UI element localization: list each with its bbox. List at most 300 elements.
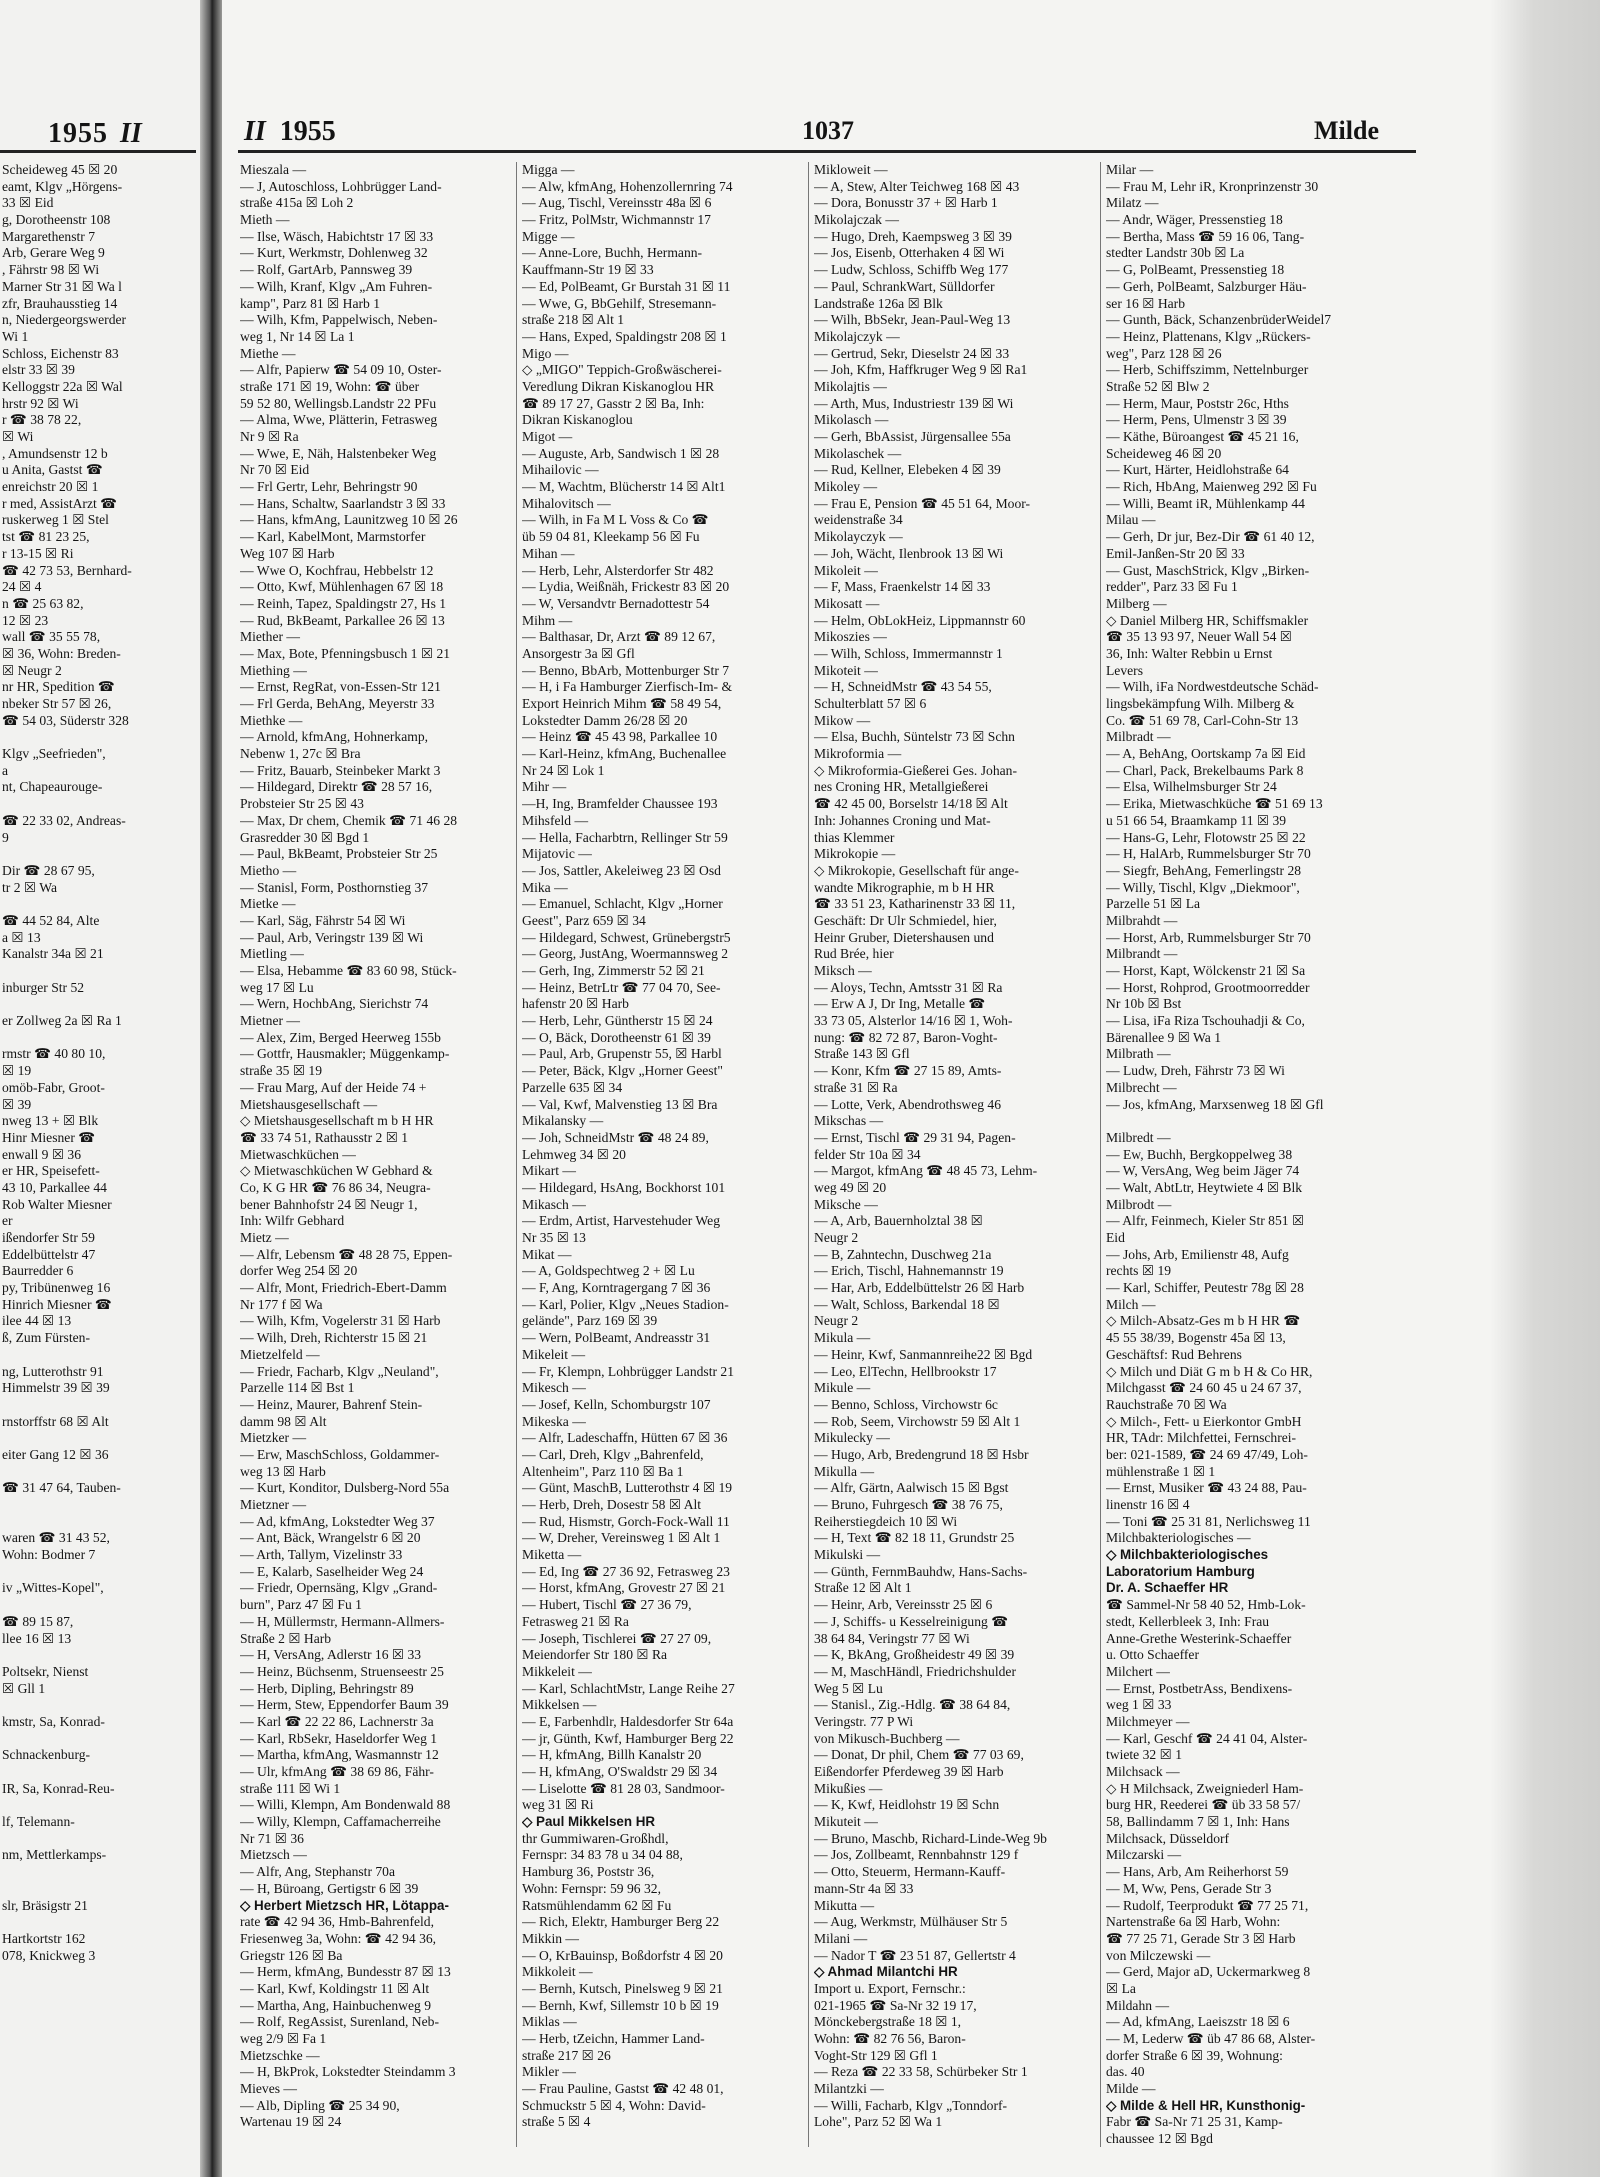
directory-entry-line: Milbrahdt — [1106,912,1178,928]
directory-entry-line [2,1347,196,1364]
directory-entry-line: — Heinr, Arb, Vereinsstr 25 ☒ 6 [814,1597,993,1613]
directory-entry-line: ☒ Wi [2,429,34,444]
directory-entry-line: — Willi, Beamt iR, Mühlenkamp 44 [1106,495,1305,511]
directory-entry-line: — Alfr, Gärtn, Aalwisch 15 ☒ Bgst [814,1480,1009,1496]
column-divider [516,162,517,2147]
directory-entry-line: — Karl-Heinz, kfmAng, Buchenallee [522,746,727,762]
directory-entry-line: ◇ Milch und Diät G m b H & Co HR, [1106,1363,1313,1379]
directory-entry-line: Wi 1 [2,328,29,344]
directory-entry-line: ◇ Milchbakteriologisches [1106,1547,1269,1563]
directory-entry-line: Mikolayczyk — [814,529,903,545]
directory-entry-line: Schmuckstr 5 ☒ 4, Wohn: David- [522,2097,706,2113]
directory-entry-line: er HR, Speisefett- [2,1163,100,1179]
left-page-column [2,162,196,1964]
directory-entry-line [2,1697,196,1714]
directory-entry-line: Altenheim", Parz 110 ☒ Ba 1 [522,1463,684,1479]
directory-entry-line: Mijatovic — [522,846,592,862]
directory-entry-line: — Toni ☎ 25 31 81, Nerlichsweg 11 [1106,1513,1311,1529]
directory-entry-line: — Heinz, BetrLtr ☎ 77 04 70, See- [522,979,721,995]
directory-entry-line: Milbradt — [1106,729,1171,745]
directory-entry-line: — Bernh, Kwf, Sillemstr 10 b ☒ 19 [522,1997,719,2013]
directory-entry-line [2,1397,196,1414]
directory-entry-line: — Erw, MaschSchloss, Goldammer- [240,1446,440,1462]
directory-entry-line: —H, Ing, Bramfelder Chaussee 193 [522,796,718,812]
directory-entry-line: Straße 52 ☒ Blw 2 [1106,378,1210,394]
directory-entry-line [2,1497,196,1514]
directory-column-3 [814,162,1096,2131]
directory-entry-line: — Wwe, G, BbGehilf, Stresemann- [522,295,717,311]
directory-entry-line: ◇ Mikrokopie, Gesellschaft für ange- [814,862,1019,878]
directory-entry-line: — Alw, kfmAng, Hohenzollernring 74 [522,178,733,194]
directory-entry-line: — W, Dreher, Vereinsweg 1 ☒ Alt 1 [522,1530,721,1546]
directory-entry-line: Mikolasch — [814,412,889,428]
directory-entry-line: Arb, Gerare Weg 9 [2,245,105,261]
directory-entry-line: — Alfr, Papierw ☎ 54 09 10, Oster- [240,362,442,378]
directory-entry-line: Mietz — [240,1230,289,1245]
directory-entry-line: ◇ Milde & Hell HR, Kunsthonig- [1106,2097,1306,2113]
directory-entry-line: ☎ 42 73 53, Bernhard- [2,562,132,578]
directory-entry-line: g, Dorotheenstr 108 [2,212,111,228]
directory-entry-line: — Ludw, Dreh, Fährstr 73 ☒ Wi [1106,1063,1285,1079]
directory-entry-line: — Joseph, Tischlerei ☎ 27 27 09, [522,1630,712,1646]
directory-entry-line: Mietzner — [240,1497,307,1512]
directory-entry-line: waren ☎ 31 43 52, [2,1530,110,1546]
page-edge-shadow [1490,0,1600,2177]
directory-entry-line: ☎ Sammel-Nr 58 40 52, Hmb-Lok- [1106,1597,1306,1613]
directory-entry-line: — Rolf, RegAssist, Surenland, Neb- [240,2014,439,2030]
directory-entry-line: Miketta — [522,1547,582,1563]
directory-entry-line: 38 64 84, Veringstr 77 ☒ Wi [814,1630,970,1646]
directory-entry-line: das. 40 [1106,2064,1145,2080]
directory-entry-line: — Horst, Kapt, Wölckenstr 21 ☒ Sa [1106,963,1306,978]
directory-entry-line: — Willy, Klempn, Caffamacherreihe [240,1814,441,1830]
directory-entry-line: Mikoszies — [814,629,887,645]
directory-entry-line: Ansorgestr 3a ☒ Gfl [522,645,635,661]
directory-entry-line: — Karl, Schiffer, Peutestr 78g ☒ 28 [1106,1280,1304,1296]
directory-entry-line: — Gottfr, Hausmakler; Müggenkamp- [240,1046,450,1062]
directory-entry-line: weg 17 ☒ Lu [240,979,314,995]
directory-entry-line: — Donat, Dr phil, Chem ☎ 77 03 69, [814,1747,1024,1763]
directory-entry-line: ☎ 77 25 71, Gerade Str 3 ☒ Harb [1106,1930,1296,1946]
directory-entry-line: — Hubert, Tischl ☎ 27 36 79, [522,1597,692,1613]
directory-entry-line: omöb-Fabr, Groot- [2,1079,105,1095]
directory-entry-line: weg 31 ☒ Ri [522,1797,594,1813]
directory-entry-line: Miething — [240,662,307,678]
directory-entry-line: Hamburg 36, Poststr 36, [522,1864,655,1880]
directory-entry-line: Mikow — [814,712,871,728]
directory-entry-line: — Konr, Kfm ☎ 27 15 89, Amts- [814,1063,1002,1079]
directory-entry-line: — W, VersAng, Weg beim Jäger 74 [1106,1163,1300,1179]
directory-entry-line: — Ad, kfmAng, Lokstedter Weg 37 [240,1513,435,1529]
directory-entry-line: — Peter, Bäck, Klgv „Horner Geest" [522,1063,723,1079]
directory-entry-line: Wohn: Bodmer 7 [2,1547,96,1563]
directory-column-1 [240,162,512,2131]
directory-entry-line: — Ant, Bäck, Wrangelstr 6 ☒ 20 [240,1530,421,1546]
directory-entry-line [2,796,196,813]
directory-entry-line [2,1464,196,1481]
directory-entry-line: — K, BkAng, Großheidestr 49 ☒ 39 [814,1647,1015,1663]
directory-entry-line: Baurredder 6 [2,1263,74,1279]
directory-entry-line: Milantzki — [814,2081,884,2097]
directory-entry-line: — Georg, JustAng, Woermannsweg 2 [522,946,729,962]
directory-entry-line: Mikeleit — [522,1346,586,1362]
directory-entry-line: — Karl, Geschf ☎ 24 41 04, Alster- [1106,1730,1308,1746]
directory-entry-line: thr Gummiwaren-Großhdl, [522,1830,669,1846]
directory-entry-line: — Paul, SchrankWart, Sülldorfer [814,278,995,294]
directory-entry-line: — Stanisl, Form, Posthornstieg 37 [240,879,429,895]
directory-entry-line: r ☎ 38 78 22, [2,412,82,428]
directory-entry-line: — Gust, MaschStrick, Klgv „Birken- [1106,562,1310,578]
directory-entry-line: — Wilh, Schloss, Immermannstr 1 [814,645,1003,661]
directory-entry-line: — Bruno, Maschb, Richard-Linde-Weg 9b [814,1830,1047,1846]
directory-entry-line: Fabr ☎ Sa-Nr 71 25 31, Kamp- [1106,2114,1283,2130]
directory-entry-line: Kauffmann-Str 19 ☒ 33 [522,262,654,278]
directory-entry-line: — Paul, BkBeamt, Probsteier Str 25 [240,846,438,862]
directory-entry-line: Co, K G HR ☎ 76 86 34, Neugra- [240,1179,431,1195]
directory-entry-line: nung: ☎ 82 72 87, Baron-Voght- [814,1029,998,1045]
directory-entry-line: dorfer Straße 6 ☒ 39, Wohnung: [1106,2047,1283,2063]
directory-entry-line: Wohn: ☎ 82 76 56, Baron- [814,2031,966,2046]
directory-entry-line: — Willy, Tischl, Klgv „Diekmoor", [1106,879,1300,895]
directory-entry-line: — Heinz ☎ 45 43 98, Parkallee 10 [522,729,718,745]
directory-entry-line: — H, BkProk, Lokstedter Steindamm 3 [240,2064,456,2080]
directory-entry-line: — Rud, Hismstr, Gorch-Fock-Wall 11 [522,1513,730,1529]
directory-entry-line: — Alfr, Mont, Friedrich-Ebert-Damm [240,1280,447,1296]
directory-entry-line: ☒ 39 [2,1096,32,1112]
directory-entry-line: Mildahn — [1106,1997,1170,2013]
directory-entry-line: Wartenau 19 ☒ 24 [240,2114,342,2130]
directory-entry-line: Mika — [522,879,568,895]
directory-entry-line: Weg 107 ☒ Harb [240,545,335,561]
directory-entry-line: Mikart — [522,1163,576,1179]
directory-entry-line: Scheideweg 46 ☒ 20 [1106,445,1222,461]
directory-entry-line: — Bruno, Fuhrgesch ☎ 38 76 75, [814,1497,1003,1512]
directory-entry-line: Mikußies — [814,1780,883,1796]
directory-entry-line: Nr 177 f ☒ Wa [240,1296,323,1312]
directory-entry-line: — Wilh, Kranf, Klgv „Am Fuhren- [240,278,433,294]
directory-entry-line: — Ernst, PostbetrAss, Bendixens- [1106,1680,1293,1696]
directory-entry-line: — Joh, Kfm, Haffkruger Weg 9 ☒ Ra1 [814,362,1028,378]
directory-entry-line: Veringstr. 77 P Wi [814,1713,914,1729]
directory-entry-line: — Frau Marg, Auf der Heide 74 + [240,1079,427,1095]
directory-entry-line: Mikschas — [814,1113,884,1129]
directory-entry-line: — Wilh, BbSekr, Jean-Paul-Weg 13 [814,312,1011,328]
directory-entry-line [2,1514,196,1531]
directory-entry-line: — Friedr, Opernsäng, Klgv „Grand- [240,1580,438,1596]
directory-entry-line: Mikasch — [522,1196,586,1212]
directory-entry-line: rmstr ☎ 40 80 10, [2,1046,106,1062]
directory-entry-line: Milchbakteriologisches — [1106,1530,1251,1546]
directory-entry-line: weg 49 ☒ 20 [814,1179,887,1195]
directory-entry-line: — Gerh, BbAssist, Jürgensallee 55a [814,429,1011,444]
directory-entry-line: Dir ☎ 28 67 95, [2,862,95,878]
directory-entry-line: Mikkin — [522,1930,580,1946]
directory-entry-line: — Elsa, Buchh, Süntelstr 73 ☒ Schn [814,729,1015,745]
directory-entry-line: — M, MaschHändl, Friedrichshulder [814,1663,1016,1679]
directory-entry-line: Mikloweit — [814,162,888,177]
directory-entry-line: Milbrath — [1106,1046,1171,1062]
directory-entry-line: Lohe", Parz 52 ☒ Wa 1 [814,2114,943,2130]
directory-entry-line [2,1764,196,1781]
directory-entry-line: — Walt, Schloss, Barkendal 18 ☒ [814,1296,1000,1312]
left-page-year: 1955 [48,118,108,149]
directory-entry-line: Marner Str 31 ☒ Wa l [2,278,122,294]
directory-entry-line: Mikalansky — [522,1113,604,1129]
directory-entry-line: ◇ Mikroformia-Gießerei Ges. Johan- [814,762,1017,778]
directory-entry-line: felder Str 10a ☒ 34 [814,1146,921,1162]
directory-entry-line: n ☎ 25 63 82, [2,595,84,611]
directory-entry-line: Milatz — [1106,195,1159,211]
directory-entry-line: — Ew, Buchh, Bergkoppelweg 38 [1106,1146,1293,1162]
directory-entry-line: — M, Ww, Pens, Gerade Str 3 [1106,1880,1272,1896]
left-page-volume: II [120,118,142,149]
directory-entry-line: ng, Lutterothstr 91 [2,1363,104,1379]
directory-entry-line: — Willi, Facharb, Klgv „Tonndorf- [814,2097,1008,2113]
directory-entry-line: hafenstr 20 ☒ Harb [522,996,629,1012]
directory-entry-line: — K, Kwf, Heidlohstr 19 ☒ Schn [814,1797,1000,1813]
directory-entry-line: zfr, Brauhausstieg 14 [2,295,118,311]
directory-entry-line: weg 2/9 ☒ Fa 1 [240,2031,327,2046]
header-rule [238,150,1416,153]
directory-entry-line: — Herm, Pens, Ulmenstr 3 ☒ 39 [1106,412,1287,428]
directory-entry-line: Mihsfeld — [522,812,589,828]
directory-entry-line: — Gerh, Ing, Zimmerstr 52 ☒ 21 [522,963,705,978]
directory-entry-line: Emil-Janßen-Str 20 ☒ 33 [1106,545,1245,561]
directory-entry-line: ◇ Paul Mikkelsen HR [522,1814,656,1830]
directory-entry-line: — Erich, Tischl, Hahnemannstr 19 [814,1263,1004,1279]
directory-entry-line: Straße 2 ☒ Harb [240,1630,332,1646]
directory-entry-line: — Rob, Seem, Virchowstr 59 ☒ Alt 1 [814,1413,1021,1429]
directory-entry-line: tr 2 ☒ Wa [2,879,58,895]
directory-entry-line: Nr 24 ☒ Lok 1 [522,762,605,778]
directory-entry-line: wall ☎ 35 55 78, [2,629,101,645]
directory-entry-line: Mihailovic — [522,462,599,478]
directory-entry-line: — Wwe O, Kochfrau, Hebbelstr 12 [240,562,434,578]
directory-entry-line: Himmelstr 39 ☒ 39 [2,1380,110,1396]
directory-entry-line: ☎ 31 47 64, Tauben- [2,1480,121,1496]
directory-entry-line: — Carl, Dreh, Klgv „Bahrenfeld, [522,1446,704,1462]
directory-entry-line: — Ed, Ing ☎ 27 36 92, Fetrasweg 23 [522,1563,730,1579]
directory-entry-line: — Balthasar, Dr, Arzt ☎ 89 12 67, [522,629,716,645]
directory-entry-line: rnstorffstr 68 ☒ Alt [2,1413,109,1429]
directory-entry-line: Migot — [522,429,573,444]
directory-entry-line: Nr 10b ☒ Bst [1106,996,1182,1012]
directory-entry-line: — Liselotte ☎ 81 28 03, Sandmoor- [522,1780,725,1796]
directory-entry-line: — Heinz, Büchsenm, Struenseestr 25 [240,1663,444,1679]
directory-entry-line: — Ludw, Schloss, Schiffb Weg 177 [814,262,1009,278]
directory-entry-line: — F, Mass, Fraenkelstr 14 ☒ 33 [814,579,991,595]
directory-entry-line: Eddelbüttelstr 47 [2,1246,96,1262]
directory-entry-line: — Kurt, Werkmstr, Dohlenweg 32 [240,245,428,261]
directory-entry-line: u. Otto Schaeffer [1106,1647,1199,1663]
directory-entry-line: Migge — [522,228,575,244]
directory-entry-line: Mietshausgesellschaft — [240,1096,378,1112]
directory-entry-line: — Herb, tZeichn, Hammer Land- [522,2031,705,2046]
directory-entry-line: u Anita, Gastst ☎ [2,462,103,478]
directory-entry-line: — Max, Dr chem, Chemik ☎ 71 46 28 [240,812,458,828]
directory-entry-line: — Benno, Schloss, Virchowstr 6c [814,1396,998,1412]
directory-entry-line: Mihr — [522,779,567,795]
directory-entry-line: — H, Müllermstr, Hermann-Allmers- [240,1613,445,1629]
directory-entry-line: Fetrasweg 21 ☒ Ra [522,1613,629,1629]
directory-entry-line: — Margot, kfmAng ☎ 48 45 73, Lehm- [814,1163,1038,1179]
directory-entry-line: — O, Bäck, Dorotheenstr 61 ☒ 39 [522,1029,711,1045]
directory-entry-line: chaussee 12 ☒ Bgd [1106,2131,1213,2147]
directory-entry-line: 021-1965 ☎ Sa-Nr 32 19 17, [814,1997,977,2013]
directory-entry-line: ☒ 36, Wohn: Breden- [2,645,121,661]
directory-entry-line: 45 55 38/39, Bogenstr 45a ☒ 13, [1106,1330,1286,1346]
directory-entry-line: Migo — [522,345,569,361]
directory-entry-line: Veredlung Dikran Kiskanoglou HR [522,378,715,394]
directory-entry-line [2,996,196,1013]
directory-entry-line: — Horst, kfmAng, Grovestr 27 ☒ 21 [522,1580,726,1596]
directory-entry-line: Miksch — [814,963,872,978]
directory-entry-line: py, Tribünenweg 16 [2,1280,111,1296]
directory-entry-line: Mönckebergstraße 18 ☒ 1, [814,2014,962,2030]
directory-entry-line: ☎ 22 33 02, Andreas- [2,812,126,828]
directory-entry-line: Mieth — [240,212,290,228]
directory-entry-line: — Karl, KabelMont, Marmstorfer [240,529,426,545]
directory-entry-line: Dikran Kiskanoglou [522,412,633,428]
directory-entry-line: stedt, Kellerbleek 3, Inh: Frau [1106,1613,1270,1629]
directory-entry-line: — M, Wachtm, Blücherstr 14 ☒ Alt1 [522,479,726,495]
directory-entry-line: thias Klemmer [814,829,895,845]
directory-entry-line: mühlenstraße 1 ☒ 1 [1106,1463,1216,1479]
directory-entry-line: — Horst, Rohprod, Grootmoorredder [1106,979,1310,995]
directory-entry-line: — Herb, Dipling, Behringstr 89 [240,1680,414,1696]
directory-entry-line: inburger Str 52 [2,979,85,995]
directory-entry-line: Griegstr 126 ☒ Ba [240,1947,343,1963]
directory-entry-line: Rud Brée, hier [814,946,894,962]
directory-entry-line: — Frl Gerda, BehAng, Meyerstr 33 [240,696,435,711]
directory-entry-line: Import u. Export, Fernschr.: [814,1980,966,1996]
directory-entry-line: — Herb, Lehr, Güntherstr 15 ☒ 24 [522,1013,713,1029]
directory-entry-line: — Charl, Pack, Brekelbaums Park 8 [1106,762,1304,778]
directory-entry-line: — M, Lederw ☎ üb 47 86 68, Alster- [1106,2031,1316,2046]
directory-entry-line: Mikolajczak — [814,212,899,228]
directory-entry-line: — Bertha, Mass ☎ 59 16 06, Tang- [1106,228,1305,244]
directory-entry-line: enreichstr 20 ☒ 1 [2,479,99,495]
directory-entry-line: Nr 9 ☒ Ra [240,429,299,444]
directory-entry-line: üb 59 04 81, Kleekamp 56 ☒ Fu [522,529,700,545]
directory-entry-line: — H, SchneidMstr ☎ 43 54 55, [814,679,992,695]
directory-entry-line: Neugr 2 [814,1313,859,1329]
directory-entry-line: — Jos, Eisenb, Otterhaken 4 ☒ Wi [814,245,1005,261]
directory-entry-line: — Ulr, kfmAng ☎ 38 69 86, Fähr- [240,1764,434,1779]
directory-entry-line: — Wilh, Kfm, Vogelerstr 31 ☒ Harb [240,1313,441,1329]
directory-entry-line: — jr, Günth, Kwf, Hamburger Berg 22 [522,1730,734,1746]
directory-entry-line [2,1831,196,1848]
directory-entry-line: — Elsa, Wilhelmsburger Str 24 [1106,779,1277,795]
directory-entry-line: — J, Schiffs- u Kesselreinigung ☎ [814,1613,1009,1629]
directory-entry-line: — Frau M, Lehr iR, Kronprinzenstr 30 [1106,178,1319,194]
directory-entry-line: Fernspr: 34 83 78 u 34 04 88, [522,1847,683,1863]
directory-entry-line: straße 5 ☒ 4 [522,2114,591,2130]
directory-entry-line: — Helm, ObLokHeiz, Lippmannstr 60 [814,612,1026,628]
directory-entry-line: Milchmeyer — [1106,1713,1190,1729]
directory-entry-line: Kelloggstr 22a ☒ Wal [2,378,123,394]
directory-entry-line: Milbredt — [1106,1129,1171,1145]
directory-entry-line: IR, Sa, Konrad-Reu- [2,1780,115,1796]
directory-entry-line: — Heinz, Maurer, Bahrenf Stein- [240,1396,423,1412]
directory-entry-line: u 51 66 54, Braamkamp 11 ☒ 39 [1106,812,1287,828]
directory-entry-line: Mikroformia — [814,746,902,762]
directory-entry-line: ißendorfer Str 59 [2,1230,95,1245]
directory-entry-line: lingsbekämpfung Wilh. Milberg & [1106,696,1295,711]
directory-entry-line: — Lisa, iFa Riza Tschouhadji & Co, [1106,1013,1305,1029]
directory-entry-line [2,963,196,980]
directory-entry-line: — A, Goldspechtweg 2 + ☒ Lu [522,1263,695,1279]
directory-entry-line: elstr 33 ☒ 39 [2,362,75,378]
directory-entry-line: nbeker Str 57 ☒ 26, [2,696,112,711]
directory-entry-line [2,1731,196,1748]
directory-entry-line: , Amundsenstr 12 b [2,445,108,461]
directory-entry-line: — Ilse, Wäsch, Habichtstr 17 ☒ 33 [240,228,434,244]
directory-entry-line: Mikoley — [814,479,878,495]
directory-entry-line: Mikolajtis — [814,378,887,394]
directory-entry-line: ◇ Mietshausgesellschaft m b H HR [240,1113,434,1129]
directory-entry-line: n, Niedergeorgswerder [2,312,127,328]
directory-entry-line: — Kurt, Konditor, Dulsberg-Nord 55a [240,1480,450,1496]
directory-entry-line: — B, Zahntechn, Duschweg 21a [814,1246,992,1262]
directory-entry-line: Mieszala — [240,162,307,177]
directory-entry-line: — Hildegard, HsAng, Bockhorst 101 [522,1179,726,1195]
directory-entry-line: — Herb, Lehr, Alsterdorfer Str 482 [522,562,714,578]
directory-entry-line: straße 35 ☒ 19 [240,1063,323,1079]
directory-entry-line: — Hans, kfmAng, Launitzweg 10 ☒ 26 [240,512,458,528]
directory-entry-line: — Hugo, Arb, Bredengrund 18 ☒ Hsbr [814,1446,1029,1462]
directory-entry-line: bener Bahnhofstr 24 ☒ Neugr 1, [240,1196,418,1212]
directory-entry-line: Nr 70 ☒ Eid [240,462,310,478]
directory-entry-line: Landstraße 126a ☒ Blk [814,295,943,311]
directory-entry-line: Milczarski — [1106,1847,1182,1863]
directory-entry-line: Parzelle 51 ☒ La [1106,896,1201,912]
directory-entry-line: — Arth, Mus, Industriestr 139 ☒ Wi [814,395,1014,411]
directory-entry-line: ☎ 54 03, Süderstr 328 [2,712,129,728]
directory-entry-line [2,1564,196,1581]
directory-entry-line: Anne-Grethe Westerink-Schaeffer [1106,1630,1292,1646]
directory-entry-line: Inh: Wilfr Gebhard [240,1213,345,1229]
directory-entry-line: ☒ Neugr 2 [2,662,62,678]
directory-entry-line: Milbrandt — [1106,946,1178,962]
directory-entry-line: — Joh, Wächt, Ilenbrook 13 ☒ Wi [814,545,1004,561]
directory-entry-line: — Ernst, Musiker ☎ 43 24 88, Pau- [1106,1480,1307,1496]
directory-entry-line: — H, i Fa Hamburger Zierfisch-Im- & [522,679,733,695]
directory-entry-line: — Hans, Arb, Am Reiherhorst 59 [1106,1864,1289,1880]
directory-entry-line: Probsteier Str 25 ☒ 43 [240,796,364,812]
directory-entry-line: — Val, Kwf, Malvenstieg 13 ☒ Bra [522,1096,718,1112]
directory-entry-line: — Frau Pauline, Gastst ☎ 42 48 01, [522,2081,724,2097]
directory-entry-line: — Ad, kfmAng, Laeiszstr 18 ☒ 6 [1106,2014,1290,2030]
directory-entry-line: — J, Autoschloss, Lohbrügger Land- [240,178,442,194]
directory-entry-line: Milar — [1106,162,1154,177]
directory-entry-line: Levers [1106,662,1143,678]
directory-entry-line: Mikkoleit — [522,1964,593,1980]
book-gutter [200,0,222,2177]
directory-entry-line: er [2,1213,13,1229]
directory-entry-line: Migga — [522,162,575,177]
directory-entry-line: ◇ Milch-, Fett- u Eierkontor GmbH [1106,1413,1302,1429]
directory-entry-line: iv „Wittes-Kopel", [2,1580,104,1596]
directory-entry-line: Mietwaschküchen — [240,1146,356,1162]
directory-entry-line [2,1597,196,1614]
directory-entry-line: — Gerh, Dr jur, Bez-Dir ☎ 61 40 12, [1106,529,1315,545]
directory-entry-line: — A, Arb, Bauernholztal 38 ☒ [814,1213,983,1229]
directory-entry-line: — Leo, ElTechn, Hellbrookstr 17 [814,1363,997,1379]
directory-entry-line: weg 1 ☒ 33 [1106,1697,1172,1713]
directory-entry-line: Milchsack, Düsseldorf [1106,1830,1230,1846]
directory-entry-line: ser 16 ☒ Harb [1106,295,1186,311]
